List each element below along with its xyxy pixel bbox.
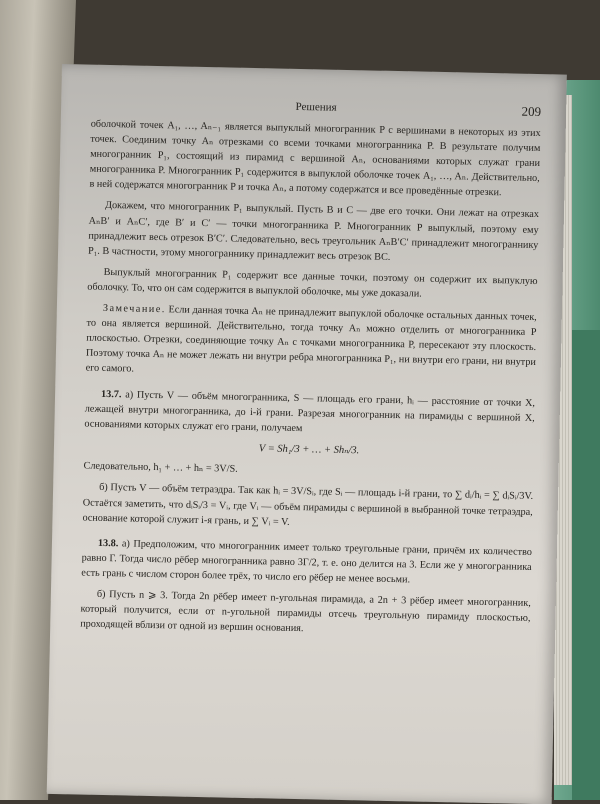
green-book-spine	[572, 330, 600, 800]
remark-label: Замечание.	[102, 302, 166, 316]
formula-volume: V = Sh₁/3 + … + Shₙ/3.	[258, 442, 360, 457]
page-content	[80, 95, 541, 648]
running-head: Решения	[295, 100, 337, 114]
remark-text: Если данная точка Aₙ не принадлежит выпуклой оболочке остальных данных точек, то она является вершиной. Действительно, тогда точку Aₙ можно отделить от многогранника P плоскостью. Отрезки, соединяющие точку Aₙ с точками многогранника P, пересекают эту плоскость. Поэтому точка Aₙ не может лежать ни внутри ребра многогранника P₁, ни внутри его грани, ни внутри его самого.	[85, 304, 537, 375]
problem-13-7-conclusion: Следовательно, h₁ + … + hₙ = 3V/S.	[83, 460, 238, 476]
remark-paragraph	[85, 301, 536, 386]
problem-13-7-part-a	[84, 386, 535, 441]
paragraph-3: Выпуклый многогранник P₁ содержит все данные точки, поэтому он содержит их выпуклую оболочку. То, что он сам содержится в выпуклой оболочке, мы уже доказали.	[87, 266, 538, 300]
problem-13-8-a-text: а) Предположим, что многогранник имеет только треугольные грани, причём их количество равно Г. Тогда число рёбер многогранника равно 3Г/2, т. е. оно делится на 3. Если же у многогранника есть грань с числом сторон более трёх, то число его рёбер не менее восьми.	[81, 537, 532, 586]
problem-13-8-part-b: б) Пусть n ⩾ 3. Тогда 2n рёбер имеет n-угольная пирамида, а 2n + 3 рёбер имеет многогранник, который получится, если от n-угольной пирамиды отсечь треугольную пирамиду плоскостью, проходящей вблизи от одной из вершин основания.	[80, 588, 531, 635]
paragraph-1: оболочкой точек A₁, …, Aₙ₋₁ является выпуклый многогранник P с вершинами в некоторых из этих точек. Соединим точку Aₙ отрезками со всеми точками многогранника P. В результате получим многогранник P₁, состоящий из пирамид с вершиной Aₙ, основаниями которых служат грани многогранника P. Многогранник P₁ содержится в выпуклой оболочке точек A₁, …, Aₙ. Действительно, в ней содержатся многогранник P и точка Aₙ, а потому содержатся и все проведённые отрезки.	[89, 118, 541, 199]
problem-13-7-part-b: б) Пусть V — объём тетраэдра. Так как hᵢ = 3V/Sᵢ, где Sᵢ — площадь i-й грани, то ∑ dᵢ/hᵢ = ∑ dᵢSᵢ/3V. Остаётся заметить, что dᵢSᵢ/3 = Vᵢ, где Vᵢ — объём пирамиды с вершиной в выбранной точке тетраэдра, основание которой служит i-я грань, и ∑ Vᵢ = V.	[82, 482, 534, 528]
paragraph-2: Докажем, что многогранник P₁ выпуклый. Пусть B и C — две его точки. Они лежат на отрезках AₙB′ и AₙC′, где B′ и C′ — точки многогранника P. Многогранник P выпуклый, поэтому ему принадлежит весь отрезок B′C′. Следовательно, весь треугольник AₙB′C′ принадлежит многограннику P₁. В частности, этому многограннику принадлежит весь отрезок BC.	[87, 200, 540, 263]
problem-number-13-8: 13.8.	[97, 537, 119, 549]
problem-13-8-part-a	[81, 535, 532, 590]
problem-13-7-a-text: а) Пусть V — объём многогранника, S — площадь его грани, hᵢ — расстояние от точки X, лежащей внутри многогранника, до i-й грани. Разрезая многогранник на пирамиды с вершиной X, основаниями которых служат его грани, получаем	[84, 388, 536, 434]
problem-number-13-7: 13.7.	[100, 388, 122, 400]
book-page	[47, 64, 567, 804]
page-number: 209	[521, 103, 542, 120]
